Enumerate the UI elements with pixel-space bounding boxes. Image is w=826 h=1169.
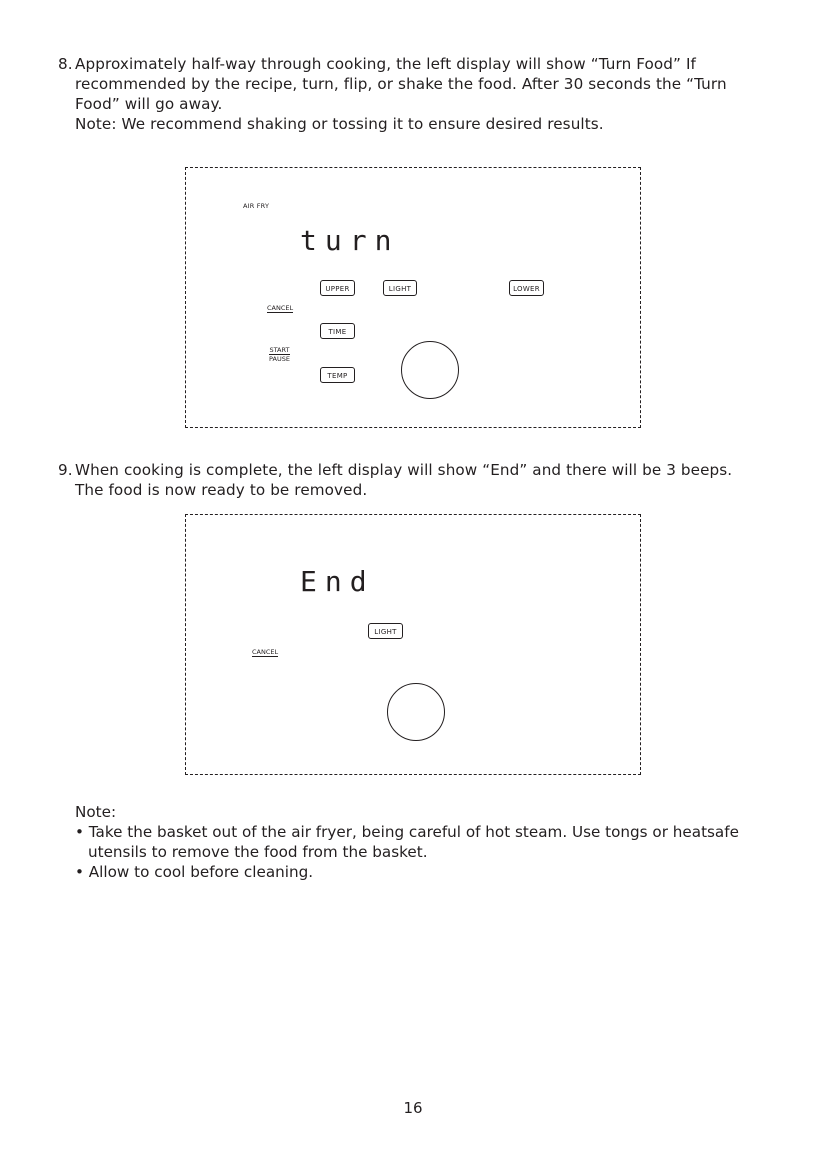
step-number: 9. [58,461,73,479]
air-fry-label: AIR FRY [243,202,270,210]
light-button[interactable]: LIGHT [383,280,417,296]
cancel-text: CANCEL [252,648,279,656]
cancel-label[interactable] [267,304,293,313]
time-button[interactable]: TIME [320,323,355,339]
note-bullet: • Take the basket out of the air fryer, being careful of hot steam. Use tongs or heatsafe utensils to remove the food from the basket. [75,823,739,861]
control-panel-turn [185,167,641,428]
step-8 [58,54,778,134]
page-number: 16 [403,1099,423,1117]
light-button[interactable]: LIGHT [368,623,403,639]
cancel-label[interactable] [252,648,278,657]
upper-button[interactable]: UPPER [320,280,355,296]
note-heading: Note: [75,803,117,821]
lower-button[interactable]: LOWER [509,280,544,296]
step-note-line: Note: We recommend shaking or tossing it to ensure desired results. [75,115,604,133]
left-display: turn [300,224,400,257]
step-text-line: Food” will go away. [75,95,223,113]
note-section [75,802,795,882]
step-text-line: recommended by the recipe, turn, flip, or shake the food. After 30 seconds the “Turn [75,75,727,93]
step-text-line: The food is now ready to be removed. [75,481,368,499]
control-dial[interactable] [387,683,445,741]
step-text-line: Approximately half-way through cooking, the left display will show “Turn Food” If [75,55,696,73]
cancel-text: CANCEL [267,304,294,312]
step-9 [58,460,778,500]
control-dial[interactable] [401,341,459,399]
step-text-line: When cooking is complete, the left display will show “End” and there will be 3 beeps. [75,461,733,479]
left-display: End [300,565,375,598]
control-panel-end [185,514,641,775]
note-bullet: • Allow to cool before cleaning. [75,863,314,881]
step-number: 8. [58,55,73,73]
start-text: START [269,346,290,354]
start-pause-label[interactable] [269,346,290,363]
pause-text: PAUSE [269,355,290,363]
temp-button[interactable]: TEMP [320,367,355,383]
